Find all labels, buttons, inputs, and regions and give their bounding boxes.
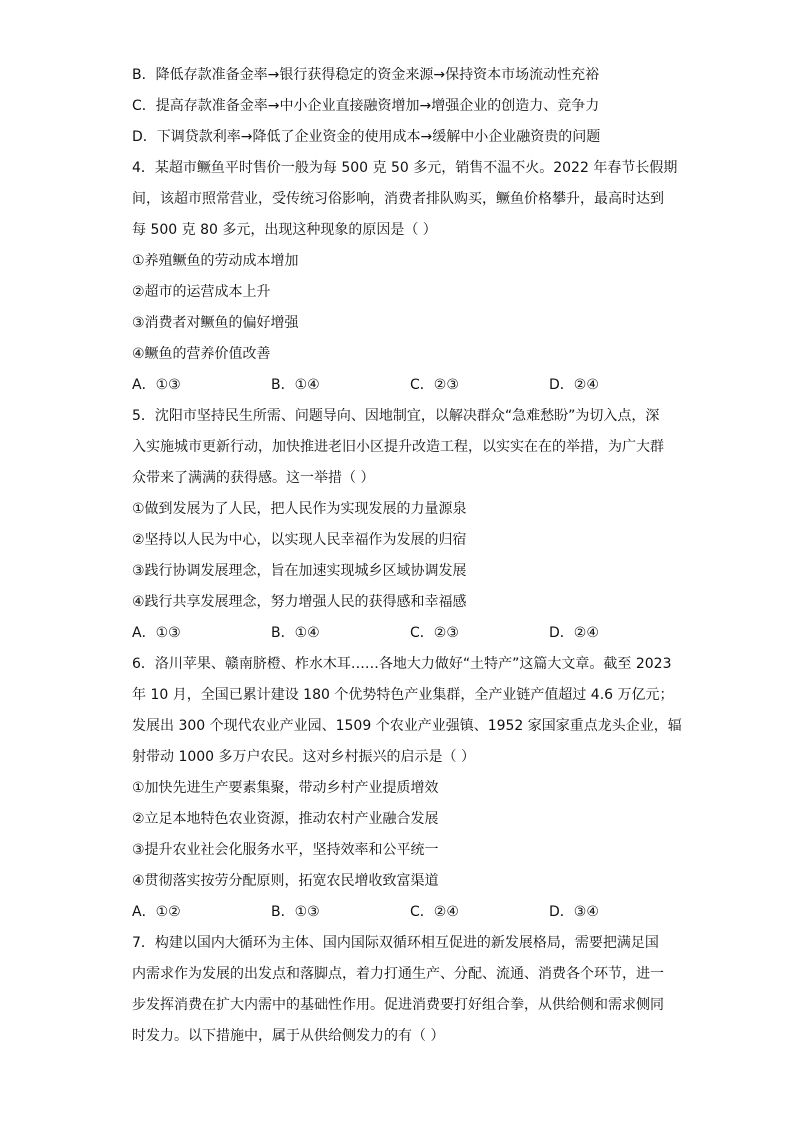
q7-stem-line: 内需求作为发展的出发点和落脚点，着力打通生产、分配、流通、消费各个环节，进一 [132, 966, 664, 982]
q4-stem-line: 4．某超市鳜鱼平时售价一般为每 500 克 50 多元，销售不温不火。2022 年春节长假期 [132, 160, 678, 176]
q5-choice-b[interactable]: B．①④ [271, 625, 320, 641]
q4-statement-3: ③消费者对鳜鱼的偏好增强 [132, 315, 299, 331]
q7-stem-line: 步发挥消费在扩大内需中的基础性作用。促进消费要打好组合拳，从供给侧和需求侧同 [132, 997, 664, 1013]
q6-stem-line: 年 10 月，全国已累计建设 180 个优势特色产业集群，全产业链产值超过 4.6 万亿元； [132, 687, 674, 703]
question-4 [132, 153, 678, 401]
q5-statement-4: ④践行共享发展理念，努力增强人民的获得感和幸福感 [132, 594, 467, 610]
q6-statement-2: ②立足本地特色农业资源，推动农村产业融合发展 [132, 811, 439, 827]
q5-choice-c[interactable]: C．②③ [410, 625, 459, 641]
q6-choice-a[interactable]: A．①② [132, 904, 181, 920]
q4-choice-d[interactable]: D．②④ [549, 377, 599, 393]
q5-stem-line: 众带来了满满的获得感。这一举措（ ） [132, 470, 375, 486]
q3-option-b: B．降低存款准备金率→银行获得稳定的资金来源→保持资本市场流动性充裕 [132, 67, 600, 83]
question-6 [132, 649, 682, 928]
q5-stem-line: 5．沈阳市坚持民生所需、问题导向、因地制宜，以解决群众“急难愁盼”为切入点，深 [132, 408, 660, 424]
q6-choice-d[interactable]: D．③④ [549, 904, 599, 920]
page-content [132, 60, 682, 1052]
q7-stem-line: 时发力。以下措施中，属于从供给侧发力的有（ ） [132, 1028, 445, 1044]
question-7 [132, 928, 662, 1052]
q5-choice-a[interactable]: A．①③ [132, 625, 181, 641]
q3-option-d: D．下调贷款利率→降低了企业资金的使用成本→缓解中小企业融资贵的问题 [132, 129, 601, 145]
q6-stem-line: 发展出 300 个现代农业产业园、1509 个农业产业强镇、1952 家国家重点龙头企业，辐 [132, 718, 682, 734]
q4-choice-b[interactable]: B．①④ [271, 377, 320, 393]
q7-stem-line: 7．构建以国内大循环为主体、国内国际双循环相互促进的新发展格局，需要把满足国 [132, 935, 659, 951]
q5-statement-2: ②坚持以人民为中心，以实现人民幸福作为发展的归宿 [132, 532, 467, 548]
q5-statement-3: ③践行协调发展理念，旨在加速实现城乡区域协调发展 [132, 563, 467, 579]
q4-statement-2: ②超市的运营成本上升 [132, 284, 271, 300]
q3-option-c: C．提高存款准备金率→中小企业直接融资增加→增强企业的创造力、竞争力 [132, 98, 600, 114]
question-3-options [132, 60, 662, 153]
q4-stem-line: 间，该超市照常营业，受传统习俗影响，消费者排队购买，鳜鱼价格攀升，最高时达到 [132, 191, 664, 207]
q6-statement-1: ①加快先进生产要素集聚，带动乡村产业提质增效 [132, 780, 439, 796]
q5-choice-d[interactable]: D．②④ [549, 625, 599, 641]
q6-choices [132, 897, 662, 928]
q4-choice-a[interactable]: A．①③ [132, 377, 181, 393]
q6-stem-line: 射带动 1000 多万户农民。这对乡村振兴的启示是（ ） [132, 749, 475, 765]
q6-choice-b[interactable]: B．①③ [271, 904, 320, 920]
q6-statement-4: ④贯彻落实按劳分配原则，拓宽农民增收致富渠道 [132, 873, 439, 889]
q4-stem-line: 每 500 克 80 多元，出现这种现象的原因是（ ） [132, 222, 437, 238]
q6-choice-c[interactable]: C．②④ [410, 904, 459, 920]
q4-choices [132, 370, 662, 401]
q5-stem-line: 入实施城市更新行动，加快推进老旧小区提升改造工程，以实实在在的举措，为广大群 [132, 439, 664, 455]
q5-statement-1: ①做到发展为了人民，把人民作为实现发展的力量源泉 [132, 501, 467, 517]
q5-choices [132, 618, 662, 649]
q6-statement-3: ③提升农业社会化服务水平，坚持效率和公平统一 [132, 842, 439, 858]
q4-choice-c[interactable]: C．②③ [410, 377, 459, 393]
question-5 [132, 401, 662, 649]
q6-stem-line: 6．洛川苹果、赣南脐橙、柞水木耳……各地大力做好“土特产”这篇大文章。截至 2023 [132, 656, 672, 672]
q4-statement-4: ④鳜鱼的营养价值改善 [132, 346, 271, 362]
q4-statement-1: ①养殖鳜鱼的劳动成本增加 [132, 253, 299, 269]
